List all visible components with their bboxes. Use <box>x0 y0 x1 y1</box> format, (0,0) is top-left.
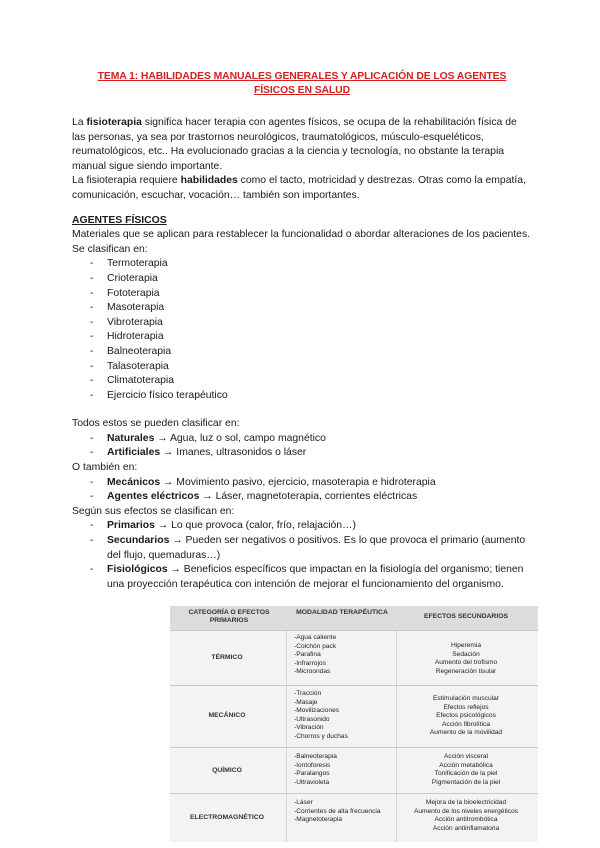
title-line-2: FÍSICOS EN SALUD <box>254 85 350 96</box>
list-item: - Fisiológicos → Beneficios específicos que impactan en la fisiología del organismo; tienen una proyección terapéutica con intención de mejorar el funcionamiento del organismo. <box>72 563 532 592</box>
header-efectos: EFECTOS SECUNDARIOS <box>423 613 509 620</box>
category-cell: MECÁNICO <box>208 712 246 719</box>
list-item: - Naturales → Agua, luz o sol, campo magnético <box>72 432 532 447</box>
effects-cell: Estimulación muscular Efectos reflejos Efectos psicológicos Acción fibrolítica Aumento de la movilidad <box>429 695 503 737</box>
list-item: - Artificiales → Imanes, ultrasonidos o láser <box>72 446 532 461</box>
category-cell: TÉRMICO <box>211 654 243 661</box>
effects-cell: Hiperemia Sedación Aumento del trofismo Regeneración tisular <box>434 642 498 675</box>
list-item: - Masoterapia <box>72 301 532 316</box>
title-line-1: TEMA 1: HABILIDADES MANUALES GENERALES Y APLICACIÓN DE LOS AGENTES <box>97 71 507 82</box>
list-item: - Hidroterapia <box>72 330 532 345</box>
clasif1-intro: Todos estos se pueden clasificar en: <box>72 418 240 430</box>
list-item: - Mecánicos → Movimiento pasivo, ejercicio, masoterapia e hidroterapia <box>72 476 532 491</box>
table-header <box>170 606 538 630</box>
modality-cell: -Balneoterapia -Iontoforesis -Paralangos -Ultravioleta <box>294 753 337 786</box>
list-item: - Talasoterapia <box>72 360 532 375</box>
effects-cell: Mejora de la bioelectricidad Aumento de los niveles energéticos Acción antitrombótica Acción antiinflamatoria <box>413 799 519 832</box>
list-item: - Climatoterapia <box>72 374 532 389</box>
list-item: - Ejercicio físico terapéutico <box>72 389 532 404</box>
list-item: - Vibroterapia <box>72 316 532 331</box>
page-title <box>72 70 532 98</box>
modality-cell: -Agua caliente -Colchón pack -Parafina -Infrarrojos -Microondas <box>294 634 337 676</box>
list-item: - Primarios → Lo que provoca (calor, frío, relajación…) <box>72 519 532 534</box>
section-heading-agentes: AGENTES FÍSICOS <box>72 214 167 226</box>
table-row <box>170 685 538 748</box>
category-cell: ELECTROMAGNÉTICO <box>189 814 264 821</box>
table-row <box>170 747 538 794</box>
intro-paragraph-2: La fisioterapia requiere habilidades como el tacto, motricidad y destrezas. Otras como la empatía, comunicación, escuchar, vocación… también son importantes. <box>72 175 526 201</box>
header-modalidad: MODALIDAD TERAPÉUTICA <box>296 609 388 616</box>
table-row <box>170 793 538 843</box>
intro-paragraph-1: La fisioterapia significa hacer terapia con agentes físicos, se ocupa de la rehabilitación física de las personas, ya sea por trastornos neurológicos, traumatológicos, músculo-esqueléticos, reumatológicos, etc.. Ha evolucionado gracias a la ciencia y tecnología, no obstante la terapia manual sigue siendo importante. <box>72 117 517 172</box>
clasif3-list <box>72 519 532 592</box>
clasif1-list <box>72 432 532 461</box>
header-categoria: CATEGORÍA O EFECTOS PRIMARIOS <box>188 609 270 625</box>
list-item: - Secundarios → Pueden ser negativos o positivos. Es lo que provoca el primario (aumento del flujo, quemaduras…) <box>72 534 532 563</box>
list-item: - Balneoterapia <box>72 345 532 360</box>
list-item: - Termoterapia <box>72 257 532 272</box>
list-item: - Crioterapia <box>72 272 532 287</box>
clasif3-intro: Según sus efectos se clasifican en: <box>72 505 235 517</box>
clasif2-intro: O también en: <box>72 462 138 474</box>
document-page <box>72 70 532 592</box>
category-cell: QUÍMICO <box>212 767 242 774</box>
table-row <box>170 630 538 686</box>
agentes-list <box>72 257 532 403</box>
list-item: - Agentes eléctricos → Láser, magnetoterapia, corrientes eléctricas <box>72 490 532 505</box>
effects-cell: Acción visceral Acción metabólica Tonificación de la piel Pigmentación de la piel <box>431 753 501 786</box>
effects-table <box>170 606 538 842</box>
modality-cell: -Tracción -Masaje -Movilizaciones -Ultrasonido -Vibración -Chorros y duchas <box>294 690 348 740</box>
modality-cell: -Láser -Corrientes de alta frecuencia -Magnetoterapia <box>294 799 381 824</box>
clasif2-list <box>72 476 532 505</box>
agentes-description: Materiales que se aplican para restablecer la funcionalidad o abordar alteraciones de los pacientes. Se clasifican en: <box>72 229 531 255</box>
list-item: - Fototerapia <box>72 287 532 302</box>
